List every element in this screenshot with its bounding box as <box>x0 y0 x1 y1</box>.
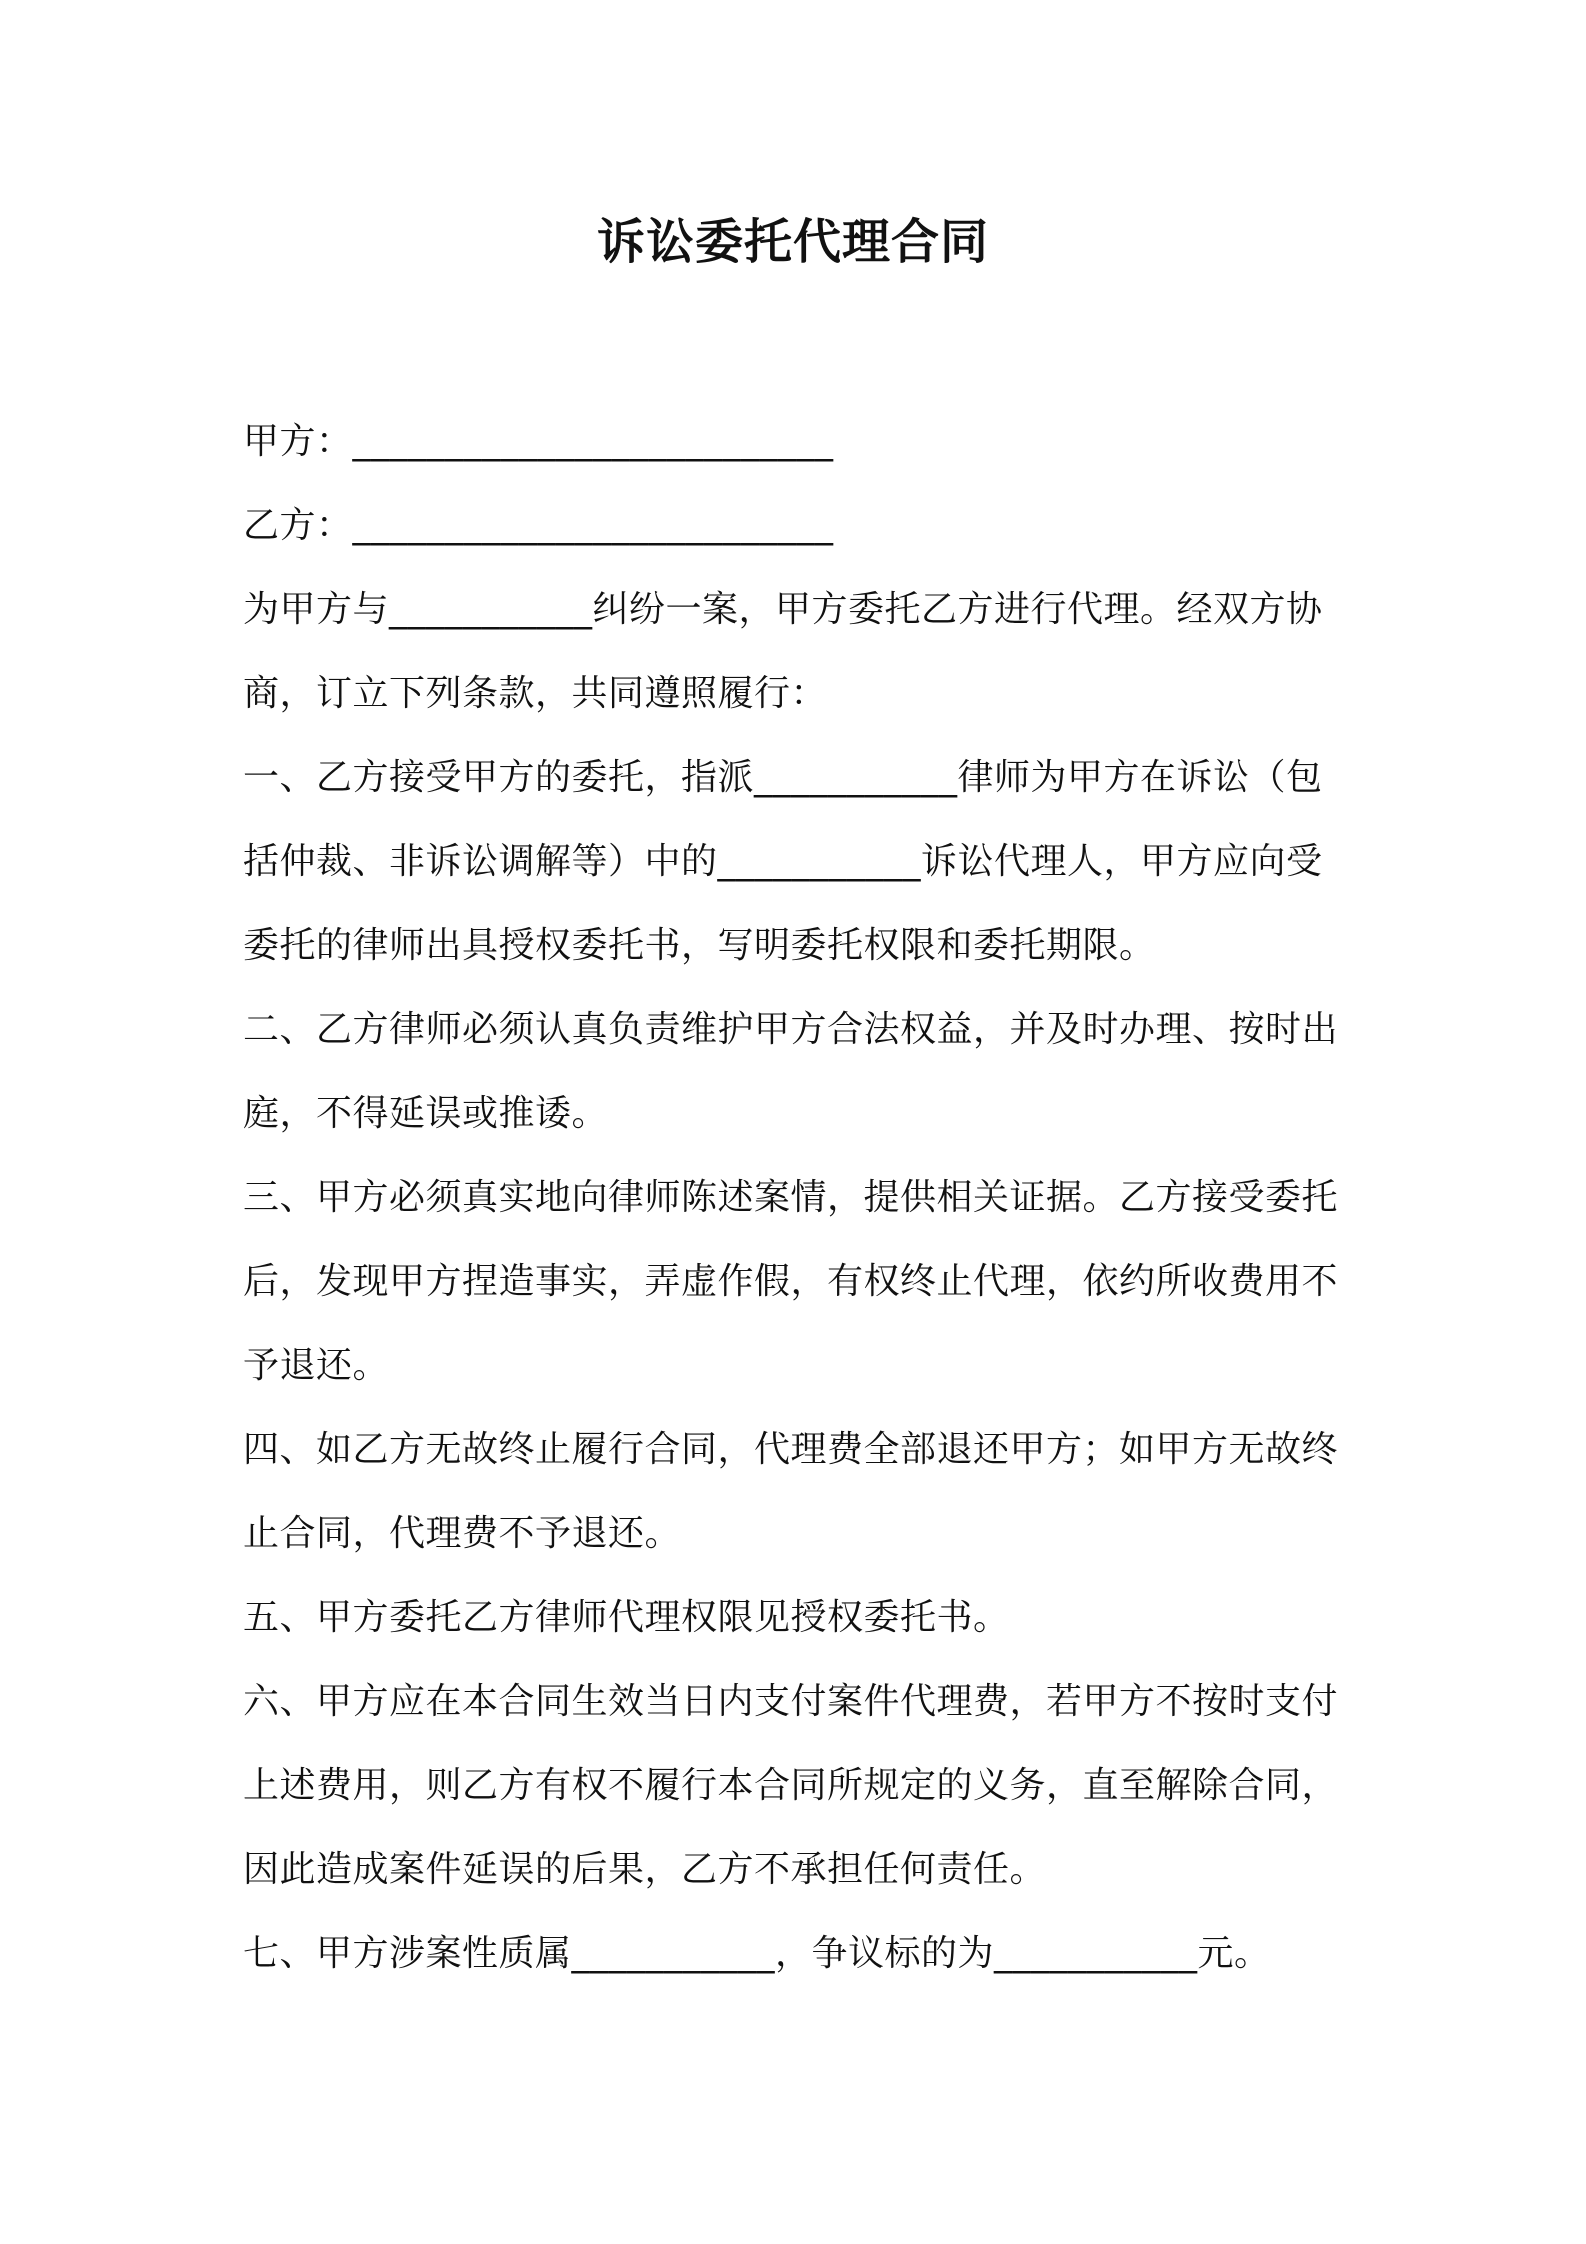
clause-6-line-2: 上述费用，则乙方有权不履行本合同所规定的义务，直至解除合同， <box>243 1765 1339 1806</box>
preamble-line-2: 商，订立下列条款，共同遵照履行： <box>243 673 828 714</box>
clause-3-line-2: 后，发现甲方捏造事实，弄虚作假，有权终止代理，依约所收费用不 <box>243 1261 1339 1302</box>
clause-1-line-3: 委托的律师出具授权委托书，写明委托权限和委托期限。 <box>243 925 1156 966</box>
clause-7-line-1: 七、甲方涉案性质属___________，争议标的为___________元。 <box>243 1933 1271 1974</box>
clause-1-line-1: 一、乙方接受甲方的委托，指派___________律师为甲方在诉讼（包 <box>243 757 1323 798</box>
party-a-line: 甲方：__________________________ <box>243 421 834 462</box>
preamble-line-1: 为甲方与___________纠纷一案，甲方委托乙方进行代理。经双方协 <box>243 589 1323 630</box>
clause-6-line-3: 因此造成案件延误的后果，乙方不承担任何责任。 <box>243 1849 1047 1890</box>
clause-4-line-1: 四、如乙方无故终止履行合同，代理费全部退还甲方；如甲方无故终 <box>243 1429 1339 1470</box>
document-title: 诉讼委托代理合同 <box>596 214 989 270</box>
clause-3-line-3: 予退还。 <box>243 1345 390 1386</box>
clause-6-line-1: 六、甲方应在本合同生效当日内支付案件代理费，若甲方不按时支付 <box>243 1681 1339 1722</box>
clause-1-line-2: 括仲裁、非诉讼调解等）中的___________诉讼代理人，甲方应向受 <box>243 841 1323 882</box>
document-body <box>243 400 1353 1996</box>
clause-2-line-1: 二、乙方律师必须认真负责维护甲方合法权益，并及时办理、按时出 <box>243 1009 1339 1050</box>
clause-3-line-1: 三、甲方必须真实地向律师陈述案情，提供相关证据。乙方接受委托 <box>243 1177 1339 1218</box>
clause-4-line-2: 止合同，代理费不予退还。 <box>243 1513 682 1554</box>
party-b-line: 乙方：__________________________ <box>243 505 834 546</box>
clause-5-line-1: 五、甲方委托乙方律师代理权限见授权委托书。 <box>243 1597 1010 1638</box>
clause-2-line-2: 庭，不得延误或推诿。 <box>243 1093 609 1134</box>
